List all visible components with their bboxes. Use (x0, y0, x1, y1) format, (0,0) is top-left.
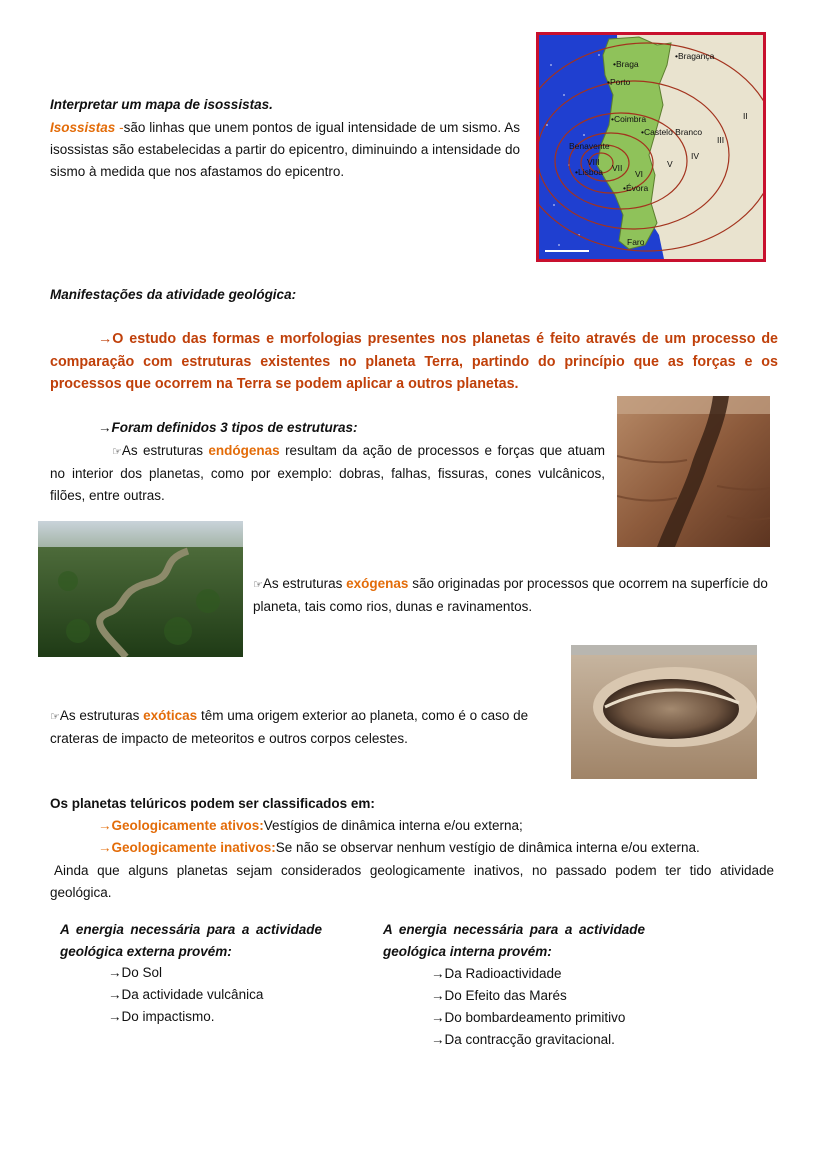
map-city-porto: •Porto (607, 77, 631, 87)
arrow-icon: → (431, 966, 445, 981)
exoticas-paragraph (50, 705, 550, 750)
ativos-line (98, 815, 778, 837)
arrow-icon: → (431, 988, 445, 1003)
map-city-braga: •Braga (613, 59, 639, 69)
isosistas-term: Isossistas (50, 120, 116, 135)
exoticas-post: têm uma origem exterior ao planeta, como é o caso de crateras de impacto de meteoritos e outros corpos celestes. (50, 708, 529, 746)
energia-externa-item: →Do Sol (108, 965, 163, 980)
map-numeral-iv: IV (691, 151, 700, 161)
energia-externa-list (108, 962, 348, 1028)
tipos-heading (98, 417, 598, 439)
isosistas-heading: Interpretar um mapa de isossistas. (50, 97, 273, 112)
map-city-evora: •Évora (623, 183, 649, 193)
teluricos-heading: Os planetas telúricos podem ser classificados em: (50, 796, 375, 811)
arrow-icon: → (98, 818, 112, 833)
energia-interna-list (431, 963, 691, 1051)
arrow-icon: → (98, 840, 112, 855)
isosistas-def-text: são linhas que unem pontos de igual intensidade de um sismo. As isossistas são estabelecidas a partir do epicentro, diminuindo a intensidade do sismo à medida que nos afastamos do epicentro. (50, 120, 520, 179)
arrow-icon: → (431, 1010, 445, 1025)
map-city-benavente: Benavente (569, 141, 610, 151)
map-city-castelo-branco: •Castelo Branco (641, 127, 703, 137)
endogenas-paragraph (50, 440, 605, 507)
isoseismal-map (536, 32, 766, 262)
teluricos-note: Ainda que alguns planetas sejam considerados geologicamente inativos, no passado podem ter tido atividade geológica. (50, 863, 774, 900)
exogenas-pre: As estruturas (262, 576, 347, 591)
map-city-braganca: •Bragança (675, 51, 715, 61)
energia-interna-heading: A energia necessária para a actividade geológica interna provém: (383, 922, 645, 959)
inativos-label: Geologicamente inativos: (111, 840, 276, 855)
ativos-label: Geologicamente ativos: (111, 818, 264, 833)
fault-photo (617, 396, 770, 547)
arrow-icon: → (98, 420, 112, 435)
energia-externa-heading: A energia necessária para a actividade geológica externa provém: (60, 922, 322, 959)
isosistas-definition (50, 117, 520, 183)
endogenas-pre: As estruturas (121, 443, 209, 458)
pointing-hand-icon: ☞ (50, 711, 60, 723)
energia-externa-item: →Da actividade vulcânica (108, 987, 264, 1002)
energia-interna-item: →Do Efeito das Marés (431, 988, 567, 1003)
pointing-hand-icon: ☞ (112, 446, 122, 458)
exogenas-key: exógenas (346, 576, 409, 591)
map-numeral-iii: III (717, 135, 725, 145)
map-numeral-viii: VIII (587, 157, 600, 167)
river-photo (38, 521, 243, 657)
inativos-line (98, 837, 778, 859)
manifestacoes-heading: Manifestações da atividade geológica: (50, 287, 297, 302)
arrow-icon: → (431, 1032, 445, 1047)
exogenas-paragraph (253, 573, 773, 618)
manifestacoes-intro (50, 328, 778, 396)
energia-interna-item: →Do bombardeamento primitivo (431, 1010, 626, 1025)
arrow-icon: → (98, 331, 113, 347)
map-city-faro: Faro (627, 237, 645, 247)
isosistas-dash: - (115, 120, 124, 135)
map-numeral-v: V (667, 159, 673, 169)
exogenas-post: são originadas por processos que ocorrem na superfície do planeta, tais como rios, dunas e ravinamentos. (253, 576, 768, 614)
manifestacoes-intro-text: O estudo das formas e morfologias presentes nos planetas é feito através de um processo de comparação com estruturas existentes no planeta Terra, partindo do princípio que as forças e os processos que ocorrem na Terra se podem aplicar a outros planetas. (50, 331, 778, 392)
endogenas-key: endógenas (208, 443, 280, 458)
arrow-icon: → (108, 1009, 122, 1024)
arrow-icon: → (108, 987, 122, 1002)
map-numeral-vii: VII (612, 163, 623, 173)
inativos-text: Se não se observar nenhum vestígio de dinâmica interna e/ou externa. (275, 840, 700, 855)
map-city-coimbra: •Coimbra (611, 114, 647, 124)
energia-externa-item: →Do impactismo. (108, 1009, 215, 1024)
endogenas-post: resultam da ação de processos e forças que atuam no interior dos planetas, como por exemplo: dobras, falhas, fissuras, cones vulcânicos, filões, entre outras. (50, 443, 606, 503)
map-numeral-ii: II (743, 111, 748, 121)
arrow-icon: → (108, 965, 122, 980)
exoticas-pre: As estruturas (59, 708, 144, 723)
ativos-text: Vestígios de dinâmica interna e/ou externa; (263, 818, 523, 833)
crater-photo (571, 645, 757, 779)
exoticas-key: exóticas (143, 708, 198, 723)
map-city-lisboa: •Lisboa (575, 167, 604, 177)
energia-interna-item: →Da contracção gravitacional. (431, 1032, 615, 1047)
pointing-hand-icon: ☞ (253, 579, 263, 591)
energia-interna-item: →Da Radioactividade (431, 966, 562, 981)
map-numeral-vi: VI (635, 169, 644, 179)
tipos-heading-text: Foram definidos 3 tipos de estruturas: (111, 420, 358, 435)
